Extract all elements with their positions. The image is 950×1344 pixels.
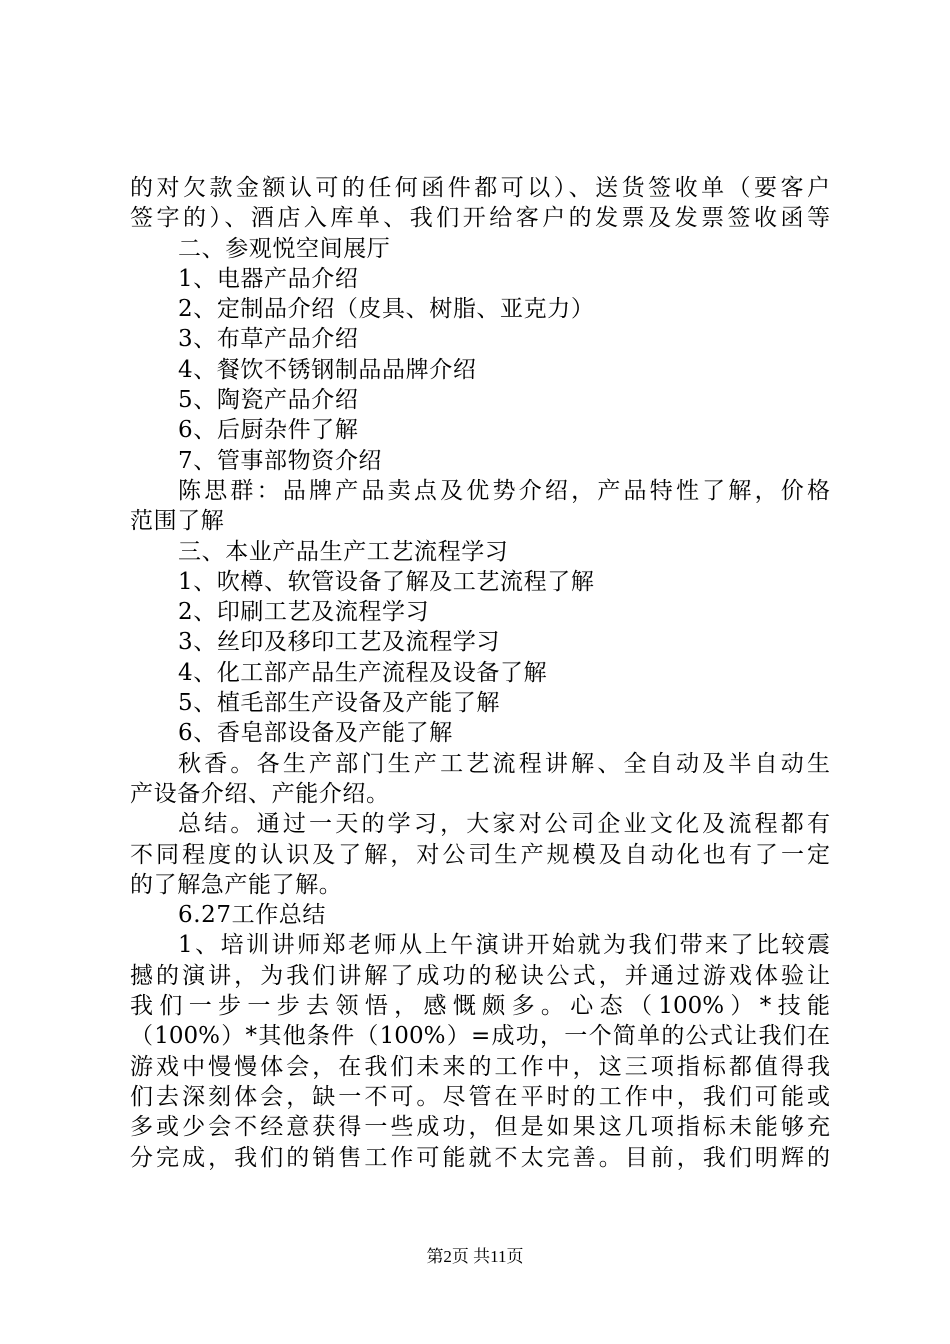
text-line: 总结。通过一天的学习，大家对公司企业文化及流程都有 bbox=[178, 811, 830, 838]
text-line: 签字的）、酒店入库单、我们开给客户的发票及发票签收函等 bbox=[130, 205, 830, 232]
list-item: 3、丝印及移印工艺及流程学习 bbox=[178, 629, 501, 656]
text-line: 秋香。各生产部门生产工艺流程讲解、全自动及半自动生 bbox=[178, 750, 830, 777]
section-heading: 三、本业产品生产工艺流程学习 bbox=[178, 538, 509, 565]
list-item: 1、吹樽、软管设备了解及工艺流程了解 bbox=[178, 568, 595, 595]
list-item: 3、布草产品介绍 bbox=[178, 326, 359, 353]
list-item: 5、陶瓷产品介绍 bbox=[178, 387, 359, 414]
text-line: 分完成，我们的销售工作可能就不太完善。目前，我们明辉的 bbox=[130, 1144, 830, 1171]
list-item: 6、香皂部设备及产能了解 bbox=[178, 720, 453, 747]
list-item: 7、管事部物资介绍 bbox=[178, 447, 383, 474]
text-line: 我们一步一步去领悟，感慨颇多。心态（100%）*技能 bbox=[130, 993, 830, 1020]
text-line: 多或少会不经意获得一些成功，但是如果这几项指标未能够充 bbox=[130, 1114, 830, 1141]
body-text bbox=[130, 173, 830, 1173]
list-item: 4、化工部产品生产流程及设备了解 bbox=[178, 659, 548, 686]
section-heading: 二、参观悦空间展厅 bbox=[178, 235, 391, 262]
text-line: 1、培训讲师郑老师从上午演讲开始就为我们带来了比较震 bbox=[178, 932, 830, 959]
text-line: 产设备介绍、产能介绍。 bbox=[130, 780, 390, 807]
list-item: 5、植毛部生产设备及产能了解 bbox=[178, 690, 501, 717]
list-item: 2、定制品介绍（皮具、树脂、亚克力） bbox=[178, 296, 595, 323]
text-line: （100%）*其他条件（100%）=成功，一个简单的公式让我们在 bbox=[130, 1023, 830, 1050]
text-line: 们去深刻体会，缺一不可。尽管在平时的工作中，我们可能或 bbox=[130, 1083, 830, 1110]
text-line: 撼的演讲，为我们讲解了成功的秘诀公式，并通过游戏体验让 bbox=[130, 962, 830, 989]
list-item: 1、电器产品介绍 bbox=[178, 265, 359, 292]
text-line: 陈思群：品牌产品卖点及优势介绍，产品特性了解，价格 bbox=[178, 477, 830, 504]
text-line: 不同程度的认识及了解，对公司生产规模及自动化也有了一定 bbox=[130, 841, 830, 868]
text-line: 的了解急产能了解。 bbox=[130, 871, 343, 898]
text-line: 范围了解 bbox=[130, 508, 225, 535]
page-number: 第2页 共11页 bbox=[426, 1247, 524, 1266]
list-item: 4、餐饮不锈钢制品品牌介绍 bbox=[178, 356, 477, 383]
text-line: 游戏中慢慢体会，在我们未来的工作中，这三项指标都值得我 bbox=[130, 1053, 830, 1080]
list-item: 6、后厨杂件了解 bbox=[178, 417, 359, 444]
text-line: 的对欠款金额认可的任何函件都可以）、送货签收单（要客户 bbox=[130, 175, 830, 201]
section-heading: 6.27工作总结 bbox=[178, 902, 327, 929]
list-item: 2、印刷工艺及流程学习 bbox=[178, 599, 430, 626]
